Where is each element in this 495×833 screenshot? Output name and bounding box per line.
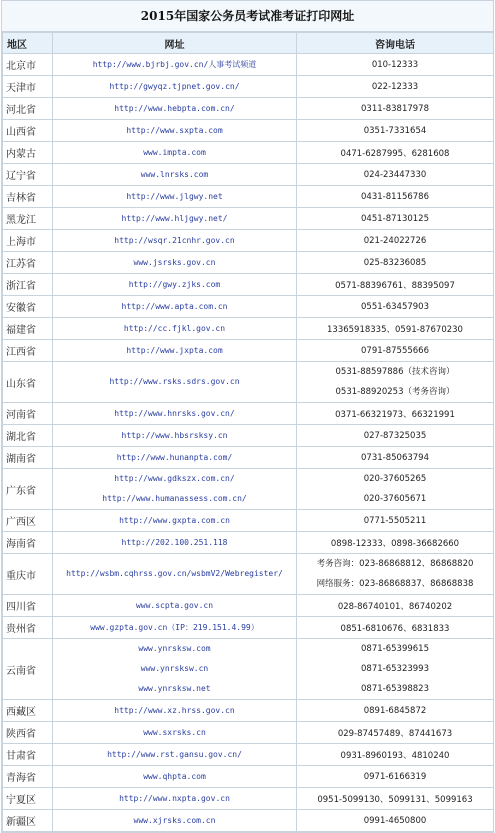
phone-number: 0971-6166319 (363, 771, 427, 782)
table-row (3, 469, 494, 510)
table-row (3, 425, 494, 447)
phone-cell (297, 340, 494, 362)
phone-cell (297, 230, 494, 252)
url-link[interactable]: www.ynrsksw.net (138, 684, 211, 693)
url-link[interactable]: http://wsqr.21cnhr.gov.cn (114, 236, 235, 245)
phone-cell (297, 788, 494, 810)
phone-cell (297, 76, 494, 98)
url-link[interactable]: http://www.rsks.sdrs.gov.cn (109, 377, 240, 386)
url-link[interactable]: http://www.nxpta.gov.cn (119, 794, 230, 803)
url-cell (53, 639, 297, 700)
url-cell (53, 554, 297, 595)
phone-number: 0891-6845872 (363, 705, 427, 716)
url-cell (53, 142, 297, 164)
region-cell: 甘肃省 (3, 744, 53, 766)
region-cell: 山西省 (3, 120, 53, 142)
phone-number: 0531-88920253（考务咨询） (335, 387, 455, 397)
url-cell (53, 469, 297, 510)
table-row (3, 722, 494, 744)
region-cell: 陕西省 (3, 722, 53, 744)
url-cell (53, 76, 297, 98)
region-cell: 河南省 (3, 403, 53, 425)
table-row (3, 403, 494, 425)
phone-number: 020-37605265 (363, 474, 427, 484)
url-link[interactable]: http://202.100.251.118 (121, 538, 228, 547)
url-link[interactable]: http://gwy.zjks.com (128, 280, 221, 289)
region-cell: 宁夏区 (3, 788, 53, 810)
phone-number: 0471-6287995、6281608 (340, 148, 450, 159)
phone-cell (297, 403, 494, 425)
phone-number: 0871-65399615 (361, 644, 429, 654)
region-cell: 吉林省 (3, 186, 53, 208)
url-cell (53, 230, 297, 252)
phone-number: 0991-4650800 (363, 815, 427, 826)
url-link[interactable]: http://www.sxpta.com (126, 126, 223, 135)
phone-number: 0571-88396761、88395097 (335, 280, 455, 291)
phone-number: 0311-83817978 (361, 103, 429, 114)
url-cell (53, 296, 297, 318)
phone-number: 0351-7331654 (363, 125, 427, 136)
region-cell: 河北省 (3, 98, 53, 120)
region-cell: 黑龙江 (3, 208, 53, 230)
phone-number: 0451-87130125 (361, 213, 429, 224)
url-link[interactable]: www.ynrsksw.cn (140, 664, 209, 673)
phone-cell (297, 469, 494, 510)
region-cell: 山东省 (3, 362, 53, 403)
table-row (3, 362, 494, 403)
table-row (3, 76, 494, 98)
url-link[interactable]: www.impta.com (143, 148, 206, 157)
url-link[interactable]: www.qhpta.com (143, 772, 206, 781)
url-link[interactable]: www.xjrsks.com.cn (133, 816, 216, 825)
phone-cell (297, 274, 494, 296)
table-row (3, 617, 494, 639)
url-cell (53, 340, 297, 362)
phone-cell (297, 700, 494, 722)
phone-cell (297, 120, 494, 142)
table-row (3, 788, 494, 810)
phone-cell (297, 252, 494, 274)
table-row (3, 318, 494, 340)
url-link[interactable]: http://www.hljgwy.net/ (121, 214, 228, 223)
url-cell (53, 744, 297, 766)
region-cell: 安徽省 (3, 296, 53, 318)
region-cell: 福建省 (3, 318, 53, 340)
url-cell (53, 208, 297, 230)
table-row (3, 208, 494, 230)
phone-number: 网络服务：023-86868837、86868838 (316, 579, 474, 589)
region-cell: 新疆区 (3, 810, 53, 832)
table-row (3, 252, 494, 274)
region-cell: 四川省 (3, 595, 53, 617)
region-cell: 青海省 (3, 766, 53, 788)
phone-number: 025-83236085 (363, 257, 427, 268)
phone-number: 0731-85063794 (361, 452, 429, 463)
table-row (3, 700, 494, 722)
phone-cell (297, 532, 494, 554)
url-link[interactable]: http://www.gxpta.com.cn (119, 516, 230, 525)
table-row (3, 532, 494, 554)
phone-cell (297, 164, 494, 186)
url-cell (53, 186, 297, 208)
url-cell (53, 362, 297, 403)
url-link[interactable]: www.lnrsks.com (140, 170, 209, 179)
phone-number: 0951-5099130、5099131、5099163 (317, 794, 473, 805)
region-cell: 广西区 (3, 510, 53, 532)
phone-cell (297, 54, 494, 76)
header-row (3, 33, 494, 54)
table-row (3, 340, 494, 362)
region-cell: 海南省 (3, 532, 53, 554)
region-cell: 天津市 (3, 76, 53, 98)
phone-number: 13365918335、0591-87670230 (327, 324, 463, 335)
phone-cell (297, 766, 494, 788)
phone-number: 024-23447330 (363, 169, 427, 180)
phone-number: 0871-65398823 (361, 684, 429, 694)
phone-cell (297, 639, 494, 700)
url-link[interactable]: http://www.xz.hrss.gov.cn (114, 706, 235, 715)
url-cell (53, 810, 297, 832)
phone-cell (297, 722, 494, 744)
table-row (3, 230, 494, 252)
url-cell (53, 120, 297, 142)
region-cell: 江苏省 (3, 252, 53, 274)
phone-cell (297, 318, 494, 340)
table-row (3, 554, 494, 595)
url-link[interactable]: http://www.jlgwy.net (126, 192, 223, 201)
phone-number: 0871-65323993 (361, 664, 429, 674)
url-cell (53, 510, 297, 532)
url-link[interactable]: www.sxrsks.cn (143, 728, 206, 737)
url-link[interactable]: http://www.rst.gansu.gov.cn/ (107, 750, 242, 759)
url-link[interactable]: http://www.bjrbj.gov.cn/人事考试频道 (92, 60, 257, 69)
phone-number: 0898-12333、0898-36682660 (330, 538, 460, 549)
table-row (3, 510, 494, 532)
table-row (3, 98, 494, 120)
phone-cell (297, 617, 494, 639)
phone-cell (297, 186, 494, 208)
url-link[interactable]: http://www.apta.com.cn (121, 302, 228, 311)
phone-number: 020-37605671 (363, 494, 427, 504)
table-row (3, 744, 494, 766)
url-link[interactable]: http://cc.fjkl.gov.cn (123, 324, 226, 333)
table-row (3, 595, 494, 617)
url-cell (53, 318, 297, 340)
region-cell: 北京市 (3, 54, 53, 76)
phone-number: 0551-63457903 (361, 301, 429, 312)
url-cell (53, 252, 297, 274)
region-cell: 内蒙古 (3, 142, 53, 164)
phone-number: 029-87457489、87441673 (337, 728, 453, 739)
region-cell: 贵州省 (3, 617, 53, 639)
header-region: 地区 (3, 33, 53, 54)
region-cell: 重庆市 (3, 554, 53, 595)
phone-number: 0851-6810676、6831833 (340, 623, 450, 634)
table-title: 2015年国家公务员考试准考证打印网址 (2, 1, 493, 32)
table-row (3, 274, 494, 296)
phone-number: 0371-66321973、66321991 (335, 409, 455, 420)
url-link[interactable]: www.ynrsksw.com (138, 644, 211, 653)
url-table (2, 32, 494, 832)
phone-number: 0531-88597886（技术咨询） (335, 367, 455, 377)
phone-number: 考务咨询：023-86868812、86868820 (316, 559, 474, 569)
region-cell: 云南省 (3, 639, 53, 700)
phone-cell (297, 510, 494, 532)
url-link[interactable]: http://www.hunanpta.com/ (116, 453, 233, 462)
table-row (3, 186, 494, 208)
region-cell: 西藏区 (3, 700, 53, 722)
table-row (3, 142, 494, 164)
url-cell (53, 164, 297, 186)
url-cell (53, 425, 297, 447)
region-cell: 广东省 (3, 469, 53, 510)
url-cell (53, 700, 297, 722)
phone-cell (297, 744, 494, 766)
phone-cell (297, 362, 494, 403)
url-cell (53, 766, 297, 788)
region-cell: 湖北省 (3, 425, 53, 447)
phone-cell (297, 447, 494, 469)
region-cell: 辽宁省 (3, 164, 53, 186)
url-link[interactable]: http://www.jxpta.com (126, 346, 223, 355)
table-row (3, 164, 494, 186)
url-cell (53, 722, 297, 744)
url-link[interactable]: http://www.hbsrsksy.cn (121, 431, 228, 440)
region-cell: 浙江省 (3, 274, 53, 296)
url-link[interactable]: http://www.hnrsks.gov.cn/ (114, 409, 235, 418)
phone-cell (297, 142, 494, 164)
phone-cell (297, 296, 494, 318)
phone-number: 028-86740101、86740202 (337, 601, 453, 612)
region-cell: 湖南省 (3, 447, 53, 469)
table-row (3, 296, 494, 318)
phone-number: 022-12333 (371, 81, 419, 92)
url-cell (53, 532, 297, 554)
table-row (3, 639, 494, 700)
url-cell (53, 617, 297, 639)
url-link[interactable]: www.jsrsks.gov.cn (133, 258, 216, 267)
url-link[interactable]: http://www.gdkszx.com.cn/ (114, 474, 235, 483)
phone-cell (297, 595, 494, 617)
table-row (3, 120, 494, 142)
phone-cell (297, 554, 494, 595)
phone-number: 0431-81156786 (361, 191, 429, 202)
url-cell (53, 403, 297, 425)
url-cell (53, 54, 297, 76)
region-cell: 上海市 (3, 230, 53, 252)
phone-number: 027-87325035 (363, 430, 427, 441)
phone-cell (297, 425, 494, 447)
table-row (3, 766, 494, 788)
phone-number: 0931-8960193、4810240 (340, 750, 450, 761)
url-link[interactable]: http://www.hebpta.com.cn/ (114, 104, 235, 113)
header-phone: 咨询电话 (297, 33, 494, 54)
phone-number: 0771-5505211 (363, 515, 427, 526)
url-cell (53, 595, 297, 617)
header-url: 网址 (53, 33, 297, 54)
url-cell (53, 788, 297, 810)
url-link[interactable]: http://wsbm.cqhrss.gov.cn/wsbmV2/Webregister/ (66, 569, 283, 578)
phone-number: 0791-87555666 (361, 345, 429, 356)
url-link[interactable]: www.scpta.gov.cn (135, 601, 214, 610)
url-link[interactable]: http://gwyqz.tjpnet.gov.cn/ (109, 82, 240, 91)
phone-cell (297, 810, 494, 832)
url-link[interactable]: www.gzpta.gov.cn（IP：219.151.4.99） (90, 623, 259, 632)
url-link[interactable]: http://www.humanassess.com.cn/ (102, 494, 247, 503)
url-cell (53, 98, 297, 120)
phone-cell (297, 98, 494, 120)
url-cell (53, 447, 297, 469)
table-row (3, 810, 494, 832)
table-body (3, 54, 494, 832)
phone-number: 010-12333 (371, 59, 419, 70)
table-row (3, 54, 494, 76)
exam-admission-url-table-container (1, 0, 494, 833)
region-cell: 江西省 (3, 340, 53, 362)
url-cell (53, 274, 297, 296)
table-row (3, 447, 494, 469)
phone-cell (297, 208, 494, 230)
phone-number: 021-24022726 (363, 235, 427, 246)
